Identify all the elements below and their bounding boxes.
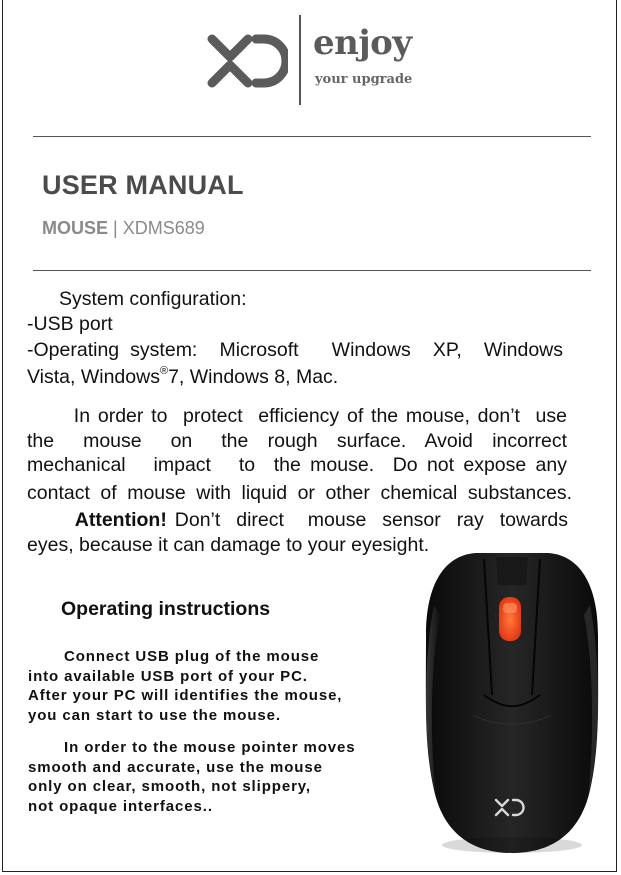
attention-line2: eyes, because it can damage to your eyesight. (27, 534, 430, 556)
care-line: the mouse on the rough surface. Avoid incorrect (27, 429, 567, 452)
brand-tagline: enjoy (313, 23, 412, 63)
attention-line1 (27, 508, 568, 533)
operating-line: only on clear, smooth, not slippery, (28, 778, 311, 795)
operating-line: After your PC will identifies the mouse, (28, 687, 343, 704)
attention-text: Don’t direct mouse sensor ray towards (166, 509, 568, 531)
brand-subtagline: your upgrade (315, 72, 413, 87)
subtitle-separator: | (108, 218, 123, 238)
product-name: MOUSE (42, 218, 109, 238)
operating-line: Connect USB plug of the mouse (64, 648, 320, 665)
operating-paragraph-1 (28, 647, 342, 725)
operating-line: smooth and accurate, use the mouse (28, 758, 323, 776)
care-paragraph (27, 404, 567, 478)
page-title: USER MANUAL (42, 170, 244, 200)
product-subtitle (42, 218, 205, 239)
product-model: XDMS689 (122, 218, 205, 238)
registered-mark: ® (159, 365, 169, 377)
care-line: In order to protect efficiency of the mouse, don’t use (27, 405, 567, 427)
top-rule (33, 136, 591, 137)
logo-divider (299, 15, 301, 105)
mouse-product-image (414, 545, 609, 857)
system-os-line2 (27, 365, 338, 390)
attention-label: Attention! (74, 509, 167, 531)
system-os-line2-a: Vista, Windows (27, 366, 160, 388)
system-usb: -USB port (27, 313, 113, 335)
bottom-rule (33, 270, 591, 271)
system-heading: System configuration: (59, 288, 247, 310)
operating-line: In order to the mouse pointer moves (64, 739, 356, 756)
care-line: mechanical impact to the mouse. Do not expose any (27, 454, 567, 476)
care-line-last: contact of mouse with liquid or other chemical substances. (27, 482, 572, 504)
system-os-line2-b: 7, Windows 8, Mac. (168, 366, 339, 388)
operating-line: not opaque interfaces.. (28, 797, 213, 815)
operating-line: into available USB port of your PC. (28, 667, 308, 685)
system-os-line1: -Operating system: Microsoft Windows XP, Windows (27, 339, 563, 361)
xd-logo-icon (206, 33, 288, 89)
operating-paragraph-2 (28, 738, 356, 816)
operating-heading: Operating instructions (61, 598, 271, 620)
operating-line: you can start to use the mouse. (28, 706, 281, 724)
